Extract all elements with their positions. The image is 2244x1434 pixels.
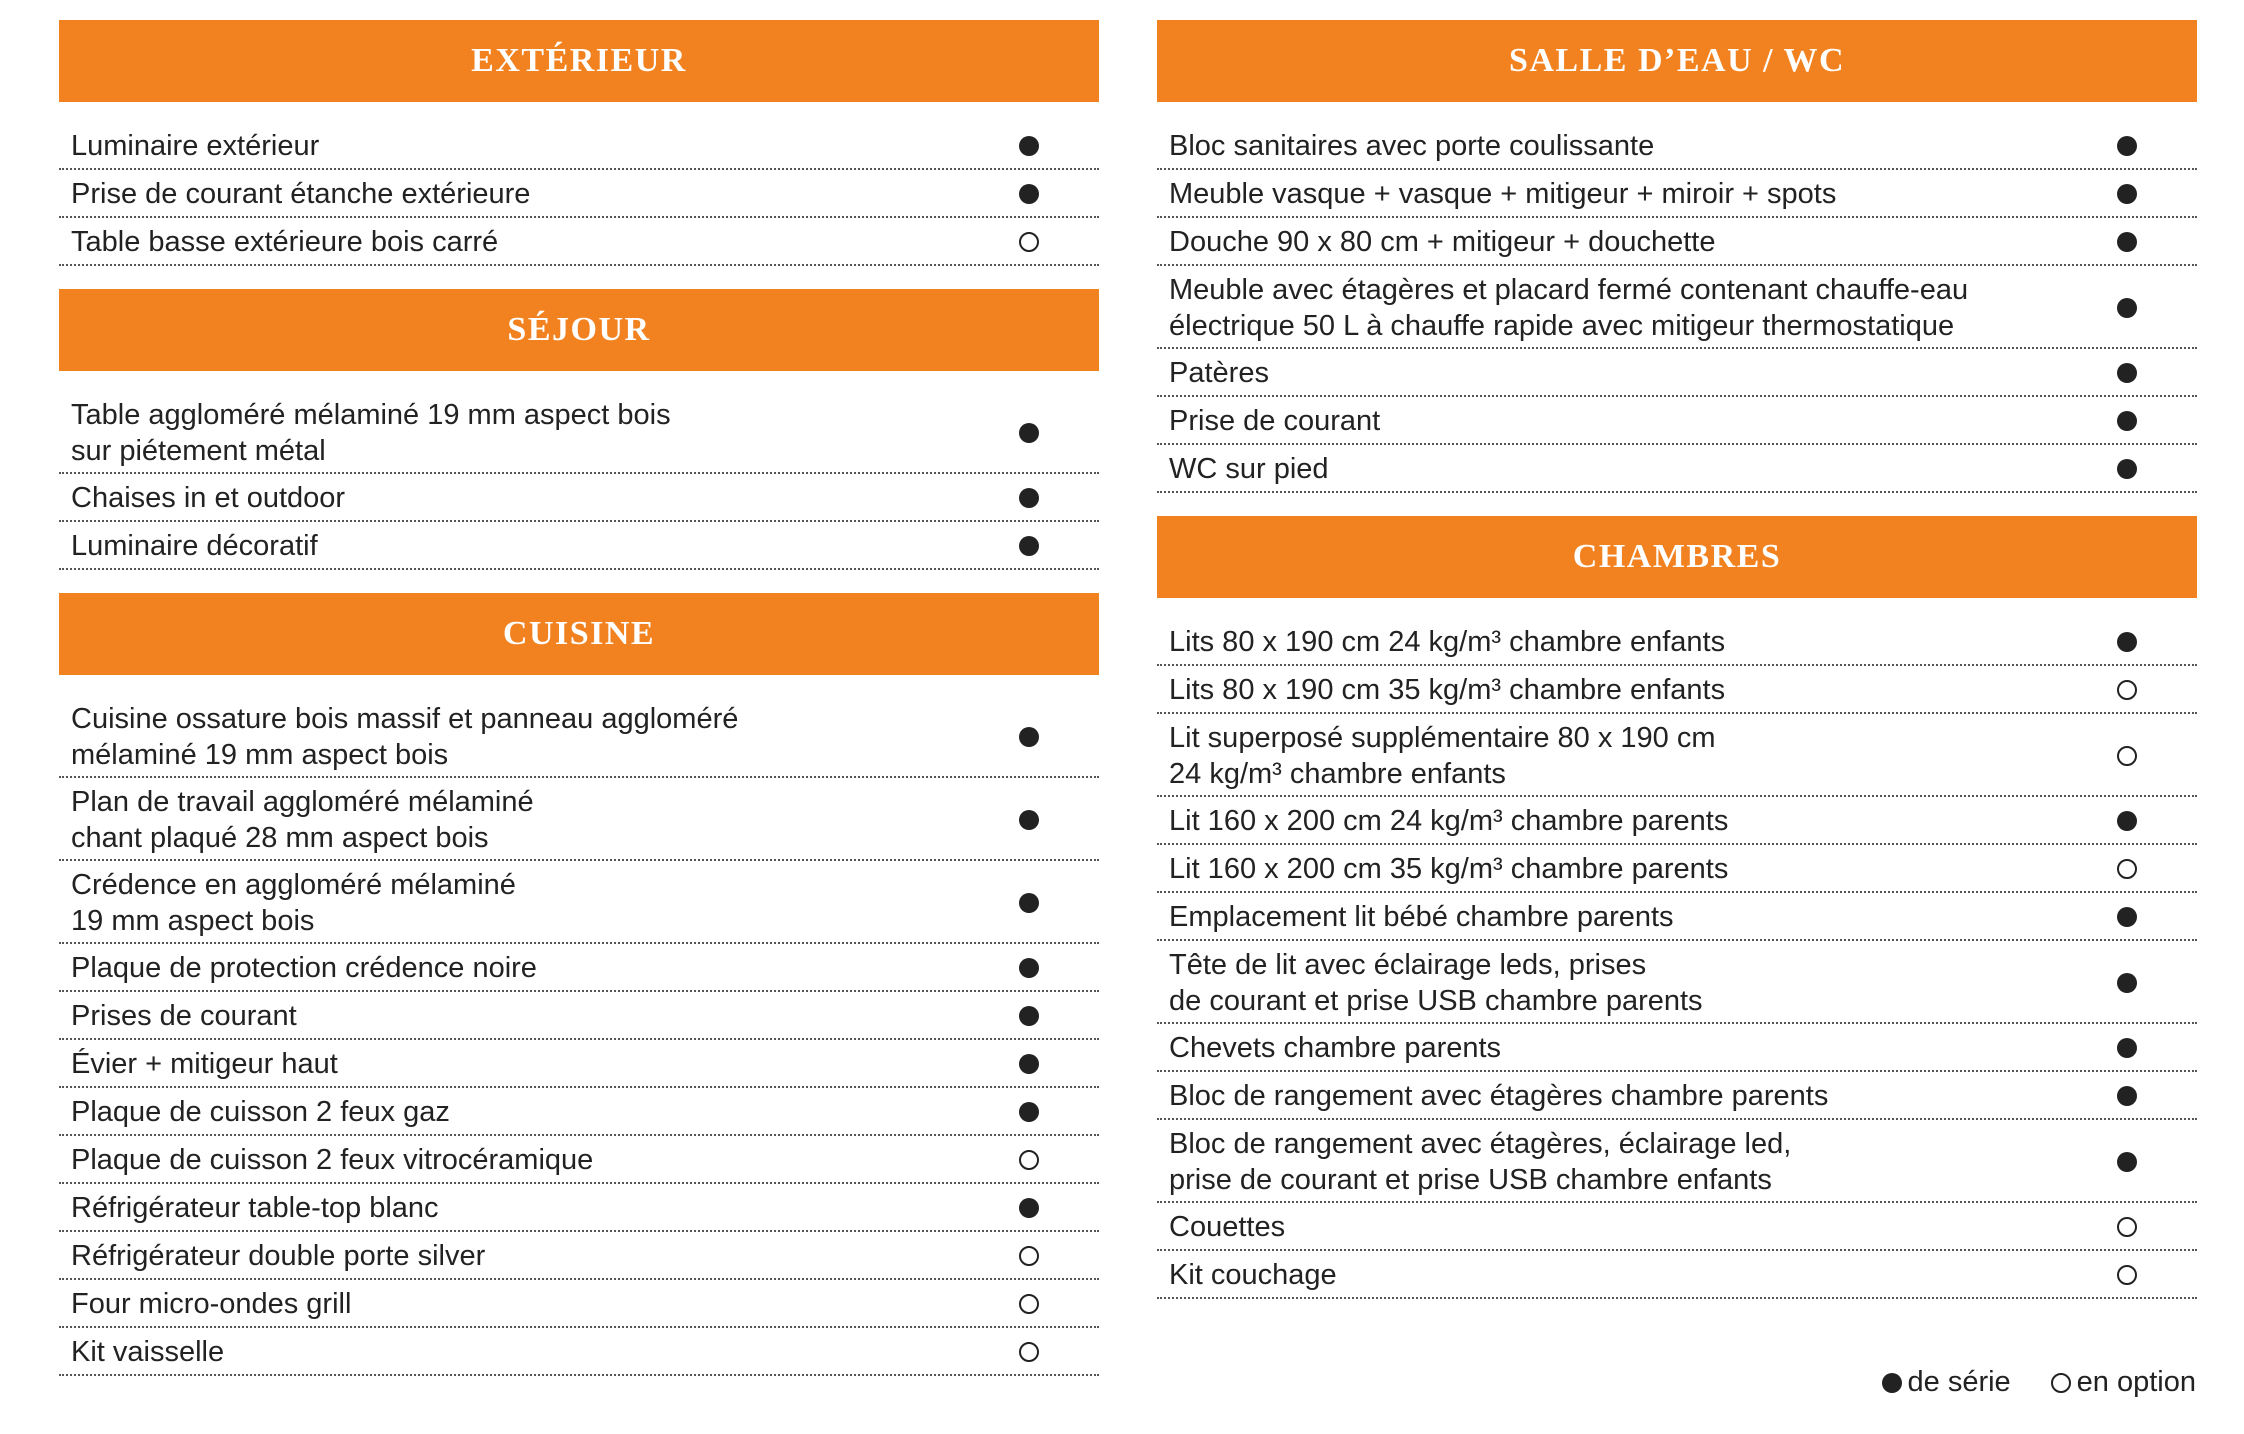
item-label: Réfrigérateur double porte silver bbox=[71, 1240, 486, 1272]
section-title: SALLE D’EAU / WC bbox=[1157, 20, 2197, 102]
hollow-circle-icon bbox=[1019, 1150, 1039, 1170]
hollow-circle-icon bbox=[2117, 680, 2137, 700]
list-item bbox=[59, 474, 1099, 522]
hollow-circle-icon bbox=[1019, 232, 1039, 252]
item-label: Lits 80 x 190 cm 24 kg/m³ chambre enfants bbox=[1169, 626, 1726, 658]
item-label: Bloc sanitaires avec porte coulissante bbox=[1169, 130, 1655, 162]
item-label: Patères bbox=[1169, 357, 1269, 389]
item-list bbox=[59, 695, 1099, 1376]
filled-dot-icon bbox=[2117, 298, 2137, 318]
filled-dot-icon bbox=[2117, 363, 2137, 383]
filled-dot-icon bbox=[2117, 1086, 2137, 1106]
filled-dot-icon bbox=[2117, 184, 2137, 204]
right-column bbox=[1157, 20, 2197, 1299]
list-item bbox=[1157, 349, 2197, 397]
filled-dot-icon bbox=[1882, 1373, 1902, 1393]
hollow-circle-icon bbox=[2117, 859, 2137, 879]
section bbox=[59, 593, 1099, 1376]
filled-dot-icon bbox=[2117, 411, 2137, 431]
list-item bbox=[1157, 941, 2197, 1024]
section-title: CUISINE bbox=[59, 593, 1099, 675]
section-title: CHAMBRES bbox=[1157, 516, 2197, 598]
item-label: Kit vaisselle bbox=[71, 1336, 225, 1368]
item-label: Crédence en aggloméré mélaminé 19 mm aspect bois bbox=[71, 868, 516, 937]
section-title: SÉJOUR bbox=[59, 289, 1099, 371]
list-item bbox=[1157, 666, 2197, 714]
item-list bbox=[1157, 618, 2197, 1299]
item-label: Bloc de rangement avec étagères, éclairage led, prise de courant et prise USB chambre enfants bbox=[1169, 1127, 1792, 1196]
list-item bbox=[1157, 122, 2197, 170]
filled-dot-icon bbox=[2117, 459, 2137, 479]
list-item bbox=[59, 1328, 1099, 1376]
legend bbox=[1882, 1366, 2197, 1399]
filled-dot-icon bbox=[1019, 1006, 1039, 1026]
list-item bbox=[1157, 893, 2197, 941]
list-item bbox=[1157, 797, 2197, 845]
item-label: Prise de courant étanche extérieure bbox=[71, 178, 531, 210]
item-label: Évier + mitigeur haut bbox=[71, 1048, 338, 1080]
item-label: Prises de courant bbox=[71, 1000, 297, 1032]
item-label: Couettes bbox=[1169, 1211, 1286, 1243]
filled-dot-icon bbox=[1019, 1198, 1039, 1218]
list-item bbox=[59, 944, 1099, 992]
item-label: Luminaire extérieur bbox=[71, 130, 320, 162]
filled-dot-icon bbox=[1019, 423, 1039, 443]
section-title: EXTÉRIEUR bbox=[59, 20, 1099, 102]
list-item bbox=[59, 522, 1099, 570]
item-list bbox=[1157, 122, 2197, 493]
filled-dot-icon bbox=[2117, 1038, 2137, 1058]
list-item bbox=[1157, 266, 2197, 349]
left-column bbox=[59, 20, 1099, 1376]
list-item bbox=[1157, 1024, 2197, 1072]
filled-dot-icon bbox=[2117, 632, 2137, 652]
filled-dot-icon bbox=[2117, 136, 2137, 156]
item-label: Plaque de cuisson 2 feux vitrocéramique bbox=[71, 1144, 594, 1176]
filled-dot-icon bbox=[1019, 1102, 1039, 1122]
section bbox=[1157, 516, 2197, 1299]
filled-dot-icon bbox=[1019, 136, 1039, 156]
item-label: Plan de travail aggloméré mélaminé chant plaqué 28 mm aspect bois bbox=[71, 785, 534, 854]
list-item bbox=[1157, 618, 2197, 666]
list-item bbox=[59, 1136, 1099, 1184]
filled-dot-icon bbox=[1019, 893, 1039, 913]
item-label: Table basse extérieure bois carré bbox=[71, 226, 499, 258]
filled-dot-icon bbox=[1019, 184, 1039, 204]
item-label: Meuble vasque + vasque + mitigeur + miroir + spots bbox=[1169, 178, 1837, 210]
item-label: Emplacement lit bébé chambre parents bbox=[1169, 901, 1674, 933]
list-item bbox=[1157, 1203, 2197, 1251]
hollow-circle-icon bbox=[2117, 1217, 2137, 1237]
section bbox=[59, 289, 1099, 570]
filled-dot-icon bbox=[1019, 727, 1039, 747]
legend-standard-label: de série bbox=[1907, 1366, 2011, 1398]
item-label: Cuisine ossature bois massif et panneau aggloméré mélaminé 19 mm aspect bois bbox=[71, 702, 739, 771]
list-item bbox=[59, 122, 1099, 170]
list-item bbox=[1157, 1120, 2197, 1203]
list-item bbox=[59, 391, 1099, 474]
filled-dot-icon bbox=[1019, 1054, 1039, 1074]
item-label: Table aggloméré mélaminé 19 mm aspect bois sur piétement métal bbox=[71, 398, 671, 467]
list-item bbox=[59, 992, 1099, 1040]
list-item bbox=[59, 1088, 1099, 1136]
filled-dot-icon bbox=[1019, 488, 1039, 508]
list-item bbox=[59, 218, 1099, 266]
item-label: Lit 160 x 200 cm 24 kg/m³ chambre parents bbox=[1169, 805, 1729, 837]
list-item bbox=[59, 1040, 1099, 1088]
list-item bbox=[59, 695, 1099, 778]
item-list bbox=[59, 122, 1099, 266]
filled-dot-icon bbox=[1019, 536, 1039, 556]
item-label: Lit 160 x 200 cm 35 kg/m³ chambre parents bbox=[1169, 853, 1729, 885]
item-label: Meuble avec étagères et placard fermé contenant chauffe-eau électrique 50 L à chauffe rapide avec mitigeur thermostatique bbox=[1169, 273, 1969, 342]
list-item bbox=[59, 1184, 1099, 1232]
item-label: Tête de lit avec éclairage leds, prises de courant et prise USB chambre parents bbox=[1169, 948, 1703, 1017]
hollow-circle-icon bbox=[1019, 1342, 1039, 1362]
filled-dot-icon bbox=[2117, 811, 2137, 831]
item-label: Bloc de rangement avec étagères chambre parents bbox=[1169, 1080, 1829, 1112]
list-item bbox=[59, 170, 1099, 218]
item-label: Chevets chambre parents bbox=[1169, 1032, 1502, 1064]
filled-dot-icon bbox=[2117, 907, 2137, 927]
hollow-circle-icon bbox=[2117, 746, 2137, 766]
hollow-circle-icon bbox=[2051, 1373, 2071, 1393]
item-label: Plaque de protection crédence noire bbox=[71, 952, 537, 984]
list-item bbox=[1157, 170, 2197, 218]
hollow-circle-icon bbox=[1019, 1246, 1039, 1266]
list-item bbox=[59, 1280, 1099, 1328]
item-label: Lits 80 x 190 cm 35 kg/m³ chambre enfants bbox=[1169, 674, 1726, 706]
item-label: Four micro-ondes grill bbox=[71, 1288, 352, 1320]
hollow-circle-icon bbox=[1019, 1294, 1039, 1314]
list-item bbox=[59, 778, 1099, 861]
item-label: Réfrigérateur table-top blanc bbox=[71, 1192, 439, 1224]
item-label: Plaque de cuisson 2 feux gaz bbox=[71, 1096, 450, 1128]
list-item bbox=[1157, 1251, 2197, 1299]
list-item bbox=[1157, 845, 2197, 893]
list-item bbox=[59, 861, 1099, 944]
filled-dot-icon bbox=[2117, 973, 2137, 993]
item-label: Chaises in et outdoor bbox=[71, 482, 346, 514]
section bbox=[59, 20, 1099, 266]
item-label: Luminaire décoratif bbox=[71, 530, 318, 562]
hollow-circle-icon bbox=[2117, 1265, 2137, 1285]
list-item bbox=[59, 1232, 1099, 1280]
list-item bbox=[1157, 1072, 2197, 1120]
item-label: Douche 90 x 80 cm + mitigeur + douchette bbox=[1169, 226, 1716, 258]
item-label: Prise de courant bbox=[1169, 405, 1381, 437]
section bbox=[1157, 20, 2197, 493]
list-item bbox=[1157, 445, 2197, 493]
item-label: Kit couchage bbox=[1169, 1259, 1337, 1291]
filled-dot-icon bbox=[1019, 810, 1039, 830]
item-label: Lit superposé supplémentaire 80 x 190 cm 24 kg/m³ chambre enfants bbox=[1169, 721, 1716, 790]
list-item bbox=[1157, 218, 2197, 266]
list-item bbox=[1157, 714, 2197, 797]
item-list bbox=[59, 391, 1099, 570]
list-item bbox=[1157, 397, 2197, 445]
item-label: WC sur pied bbox=[1169, 453, 1329, 485]
filled-dot-icon bbox=[2117, 1152, 2137, 1172]
filled-dot-icon bbox=[1019, 958, 1039, 978]
filled-dot-icon bbox=[2117, 232, 2137, 252]
legend-optional-label: en option bbox=[2076, 1366, 2196, 1398]
